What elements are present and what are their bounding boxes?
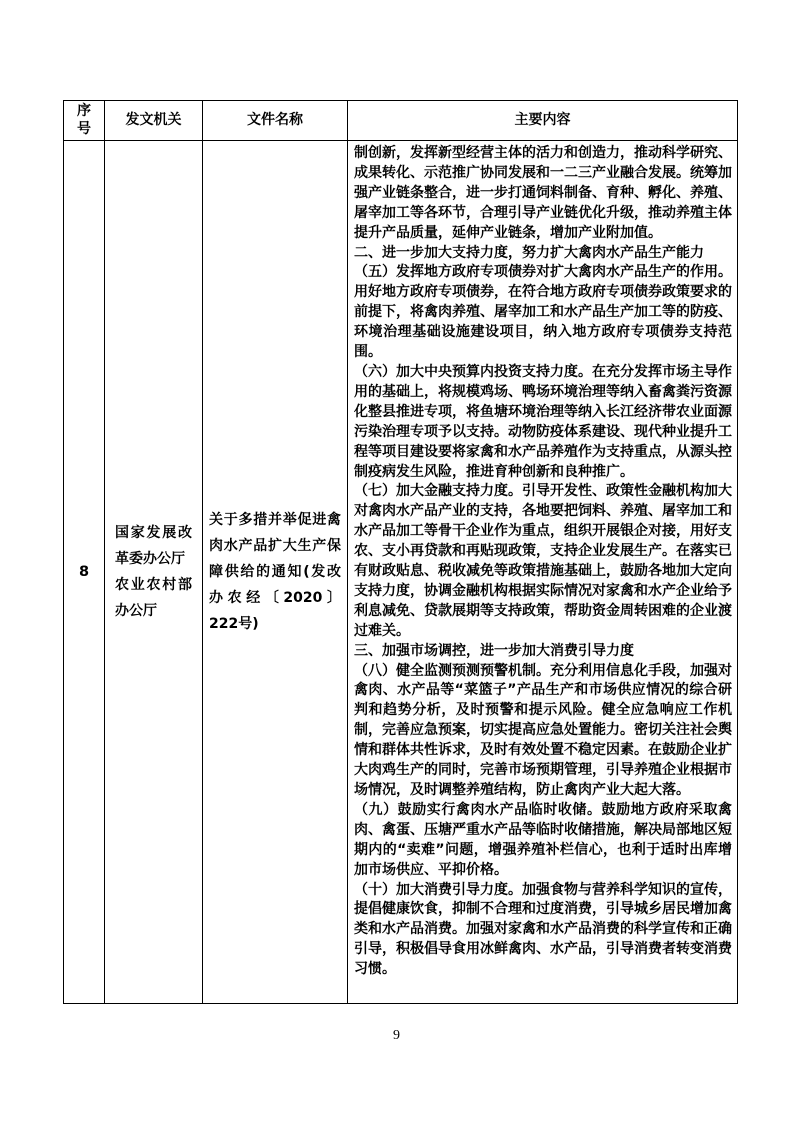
content-paragraph: 三、加强市场调控，进一步加大消费引导力度 xyxy=(354,642,634,659)
cell-main-content xyxy=(348,141,738,1004)
content-paragraph: （七）加大金融支持力度。引导开发性、政策性金融机构加大对禽肉水产品产业的支持，各地要把饲料、养殖、屠宰加工和水产品加工等骨干企业作为重点，组织开展银企对接，用好支农、支小再贷款和再贴现政策，支持企业发展生产。在落实已有财政贴息、税收减免等政策措施基础上，鼓励各地加大定向支持力度，协调金融机构根据实际情况对家禽和水产企业给予利息减免、贷款展期等支持政策，帮助资金周转困难的企业渡过难关。 xyxy=(354,483,732,639)
content-paragraph: （五）发挥地方政府专项债券对扩大禽肉水产品生产的作用。用好地方政府专项债券，在符合地方政府专项债券政策要求的前提下，将禽肉养殖、屠宰加工和水产品生产加工等的防疫、环境治理基础设施建设项目，纳入地方政府专项债券支持范围。 xyxy=(354,264,732,361)
content-paragraph: （六）加大中央预算内投资支持力度。在充分发挥市场主导作用的基础上，将规模鸡场、鸭场环境治理等纳入畜禽粪污资源化整县推进专项，将鱼塘环境治理等纳入长江经济带农业面源污染治理专项予以支持。动物防疫体系建设、现代种业提升工程等项目建设要将家禽和水产品养殖作为支持重点，从源头控制疫病发生风险，推进育种创新和良种推广。 xyxy=(354,363,732,480)
cell-document-name: 关于多措并举促进禽肉水产品扩大生产保障供给的通知(发改办农经〔2020〕222号) xyxy=(203,141,348,1004)
main-content-text xyxy=(354,144,732,1001)
page-number: 9 xyxy=(393,1028,400,1043)
content-paragraph: 制创新，发挥新型经营主体的活力和创造力，推动科学研究、成果转化、示范推广协同发展和一二三产业融合发展。统筹加强产业链条整合，进一步打通饲料制备、育种、孵化、养殖、屠宰加工等各环节，合理引导产业链优化升级，推动养殖主体提升产品质量，延伸产业链条，增加产业附加值。 xyxy=(354,145,732,241)
header-document-name: 文件名称 xyxy=(203,101,348,141)
cell-issuing-agency xyxy=(105,141,203,1004)
header-serial-number: 序号 xyxy=(64,101,105,141)
regulations-table xyxy=(63,100,738,1004)
content-paragraph: （十）加大消费引导力度。加强食物与营养科学知识的宣传，提倡健康饮食，抑制不合理和过度消费，引导城乡居民增加禽类和水产品消费。加强对家禽和水产品消费的科学宣传和正确引导，积极倡导食用冰鲜禽肉、水产品，引导消费者转变消费习惯。 xyxy=(354,881,732,978)
content-paragraph: （八）健全监测预测预警机制。充分利用信息化手段，加强对禽肉、水产品等“菜篮子”产品生产和市场供应情况的综合研判和趋势分析，及时预警和提示风险。健全应急响应工作机制，完善应急预案，切实提高应急处置能力。密切关注社会舆情和群体共性诉求，及时有效处置不稳定因素。在鼓励企业扩大肉鸡生产的同时，完善市场预期管理，引导养殖企业根据市场情况，及时调整养殖结构，防止禽肉产业大起大落。 xyxy=(354,662,732,798)
content-paragraph: 二、进一步加大支持力度，努力扩大禽肉水产品生产能力 xyxy=(354,244,704,261)
cell-serial-number: 8 xyxy=(64,141,105,1004)
table-header-row xyxy=(64,101,738,141)
content-paragraph: （九）鼓励实行禽肉水产品临时收储。鼓励地方政府采取禽肉、禽蛋、压塘严重水产品等临时收储措施，解决局部地区短期内的“卖难”问题，增强养殖补栏信心，也利于适时出库增加市场供应、平抑价格。 xyxy=(354,801,732,878)
agency-line: 农业农村部办公厅 xyxy=(115,577,192,619)
header-main-content: 主要内容 xyxy=(348,101,738,141)
header-issuing-agency: 发文机关 xyxy=(105,101,203,141)
agency-line: 国家发展改革委办公厅 xyxy=(115,525,192,567)
table-row xyxy=(64,141,738,1004)
